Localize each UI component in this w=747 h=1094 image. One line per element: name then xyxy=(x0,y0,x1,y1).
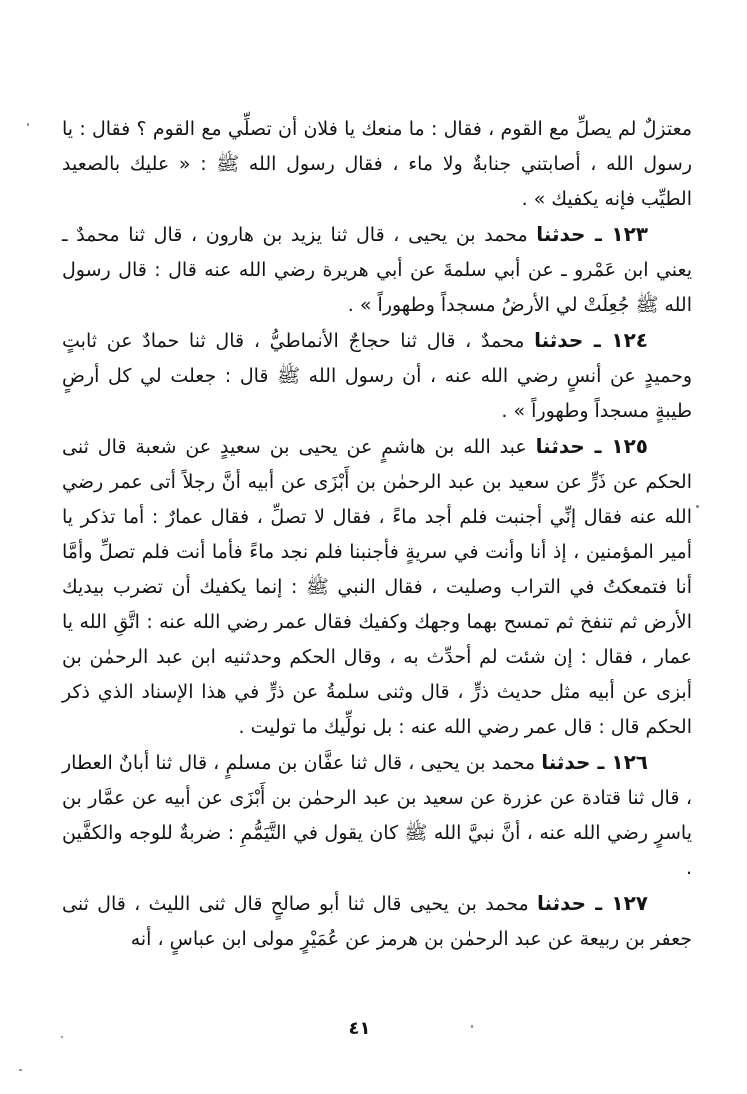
hadith-entry-125 xyxy=(62,429,692,745)
text-block xyxy=(62,112,692,957)
continuation-paragraph: معتزلٌ لم يصلِّ مع القوم ، فقال : ما منعك يا فلان أن تصلِّي مع القوم ؟ فقال : يا رسول الله ، أصابتني جنابةٌ ولا ماء ، فقال رسول الله ﷺ : « عليك بالصعيد الطيِّب فإنه يكفيك » . xyxy=(62,118,692,210)
hadith-body-127: محمد بن يحيى قال ثنا أبو صالحٍ قال ثنى الليث ، قال ثنى جعفر بن ربيعة عن عبد الرحمٰن بن هرمز عن عُمَيْرٍ مولى ابن عباسٍ ، أنه xyxy=(62,893,692,950)
scan-artifact xyxy=(27,123,29,126)
page-number: ٤١ xyxy=(348,1018,371,1039)
hadith-entry-123 xyxy=(62,217,692,323)
hadith-entry-127 xyxy=(62,886,692,957)
scan-artifact xyxy=(61,1036,63,1038)
scan-artifact xyxy=(19,1069,22,1071)
hadith-number-label-124: ١٢٤ ـ حدثنا xyxy=(534,328,648,352)
hadith-number-label-127: ١٢٧ ـ حدثنا xyxy=(536,891,648,915)
hadith-entry-126 xyxy=(62,745,692,886)
hadith-number-label-125: ١٢٥ ـ حدثنا xyxy=(535,434,648,458)
hadith-body-124: محمدٌ ، قال ثنا حجاجٌ الأنماطيُّ ، قال ثنا حمادٌ عن ثابتٍ وحميدٍ عن أنسٍ رضي الله عنه ، أن رسول الله ﷺ قال : جعلت لي كل أرضٍ طيبةٍ مسجداً وطهوراً » . xyxy=(62,330,692,422)
hadith-body-125: عبد الله بن هاشمٍ عن يحيى بن سعيدٍ عن شعبة قال ثنى الحكم عن ذَرٍّ عن سعيد بن عبد الرحمٰن بن أَبْزَى عن أبيه أنَّ رجلاً أتى عمر رضي الله عنه فقال إنِّي أجنبت فلم أجد ماءً ، فقال لا تصلِّ ، فقال عمارٌ : أما تذكر يا أمير المؤمنين ، إذ أنا وأنت في سريةٍ فأجنبنا فلم نجد ماءً فأما أنت فلم تصلِّ وأمَّا أنا فتمعكتُ في التراب وصليت ، فقال النبي ﷺ : إنما يكفيك أن تضرب بيديك الأرض ثم تنفخ ثم تمسح بهما وجهك وكفيك فقال عمر رضي الله عنه : اتَّقِ الله يا عمار ، فقال : إن شئت لم أحدِّث به ، وقال الحكم وحدثنيه ابن عبد الرحمٰن بن أبزى عن أبيه مثل حديث ذرٍّ ، قال وثنى سلمةُ عن ذرٍّ في هذا الإسناد الذي ذكر الحكم قال : قال عمر رضي الله عنه : بل نولِّيك ما توليت . xyxy=(62,436,692,738)
hadith-entry-124 xyxy=(62,323,692,429)
hadith-number-label-126: ١٢٦ ـ حدثنا xyxy=(541,750,648,774)
hadith-body-126: محمد بن يحيى ، قال ثنا عفَّان بن مسلمٍ ، قال ثنا أبانٌ العطار ، قال ثنا قتادة عن عزرة عن سعيد بن عبد الرحمٰن بن أَبْزَى عن أبيه عن عمَّار بن ياسرٍ رضي الله عنه ، أنَّ نبيَّ الله ﷺ كان يقول في التَّيَمُّمِ : ضربةٌ للوجه والكفَّين . xyxy=(62,752,692,879)
hadith-body-123: محمد بن يحيى ، قال ثنا يزيد بن هارون ، قال ثنا محمدٌ ـ يعني ابن عَمْرو ـ عن أبي سلمةَ عن أبي هريرة رضي الله عنه قال : قال رسول الله ﷺ جُعِلَتْ لي الأرضُ مسجداً وطهوراً » . xyxy=(62,224,692,316)
hadith-number-label-123: ١٢٣ ـ حدثنا xyxy=(536,222,648,246)
scan-artifact xyxy=(471,1025,473,1028)
scan-artifact xyxy=(696,505,699,508)
